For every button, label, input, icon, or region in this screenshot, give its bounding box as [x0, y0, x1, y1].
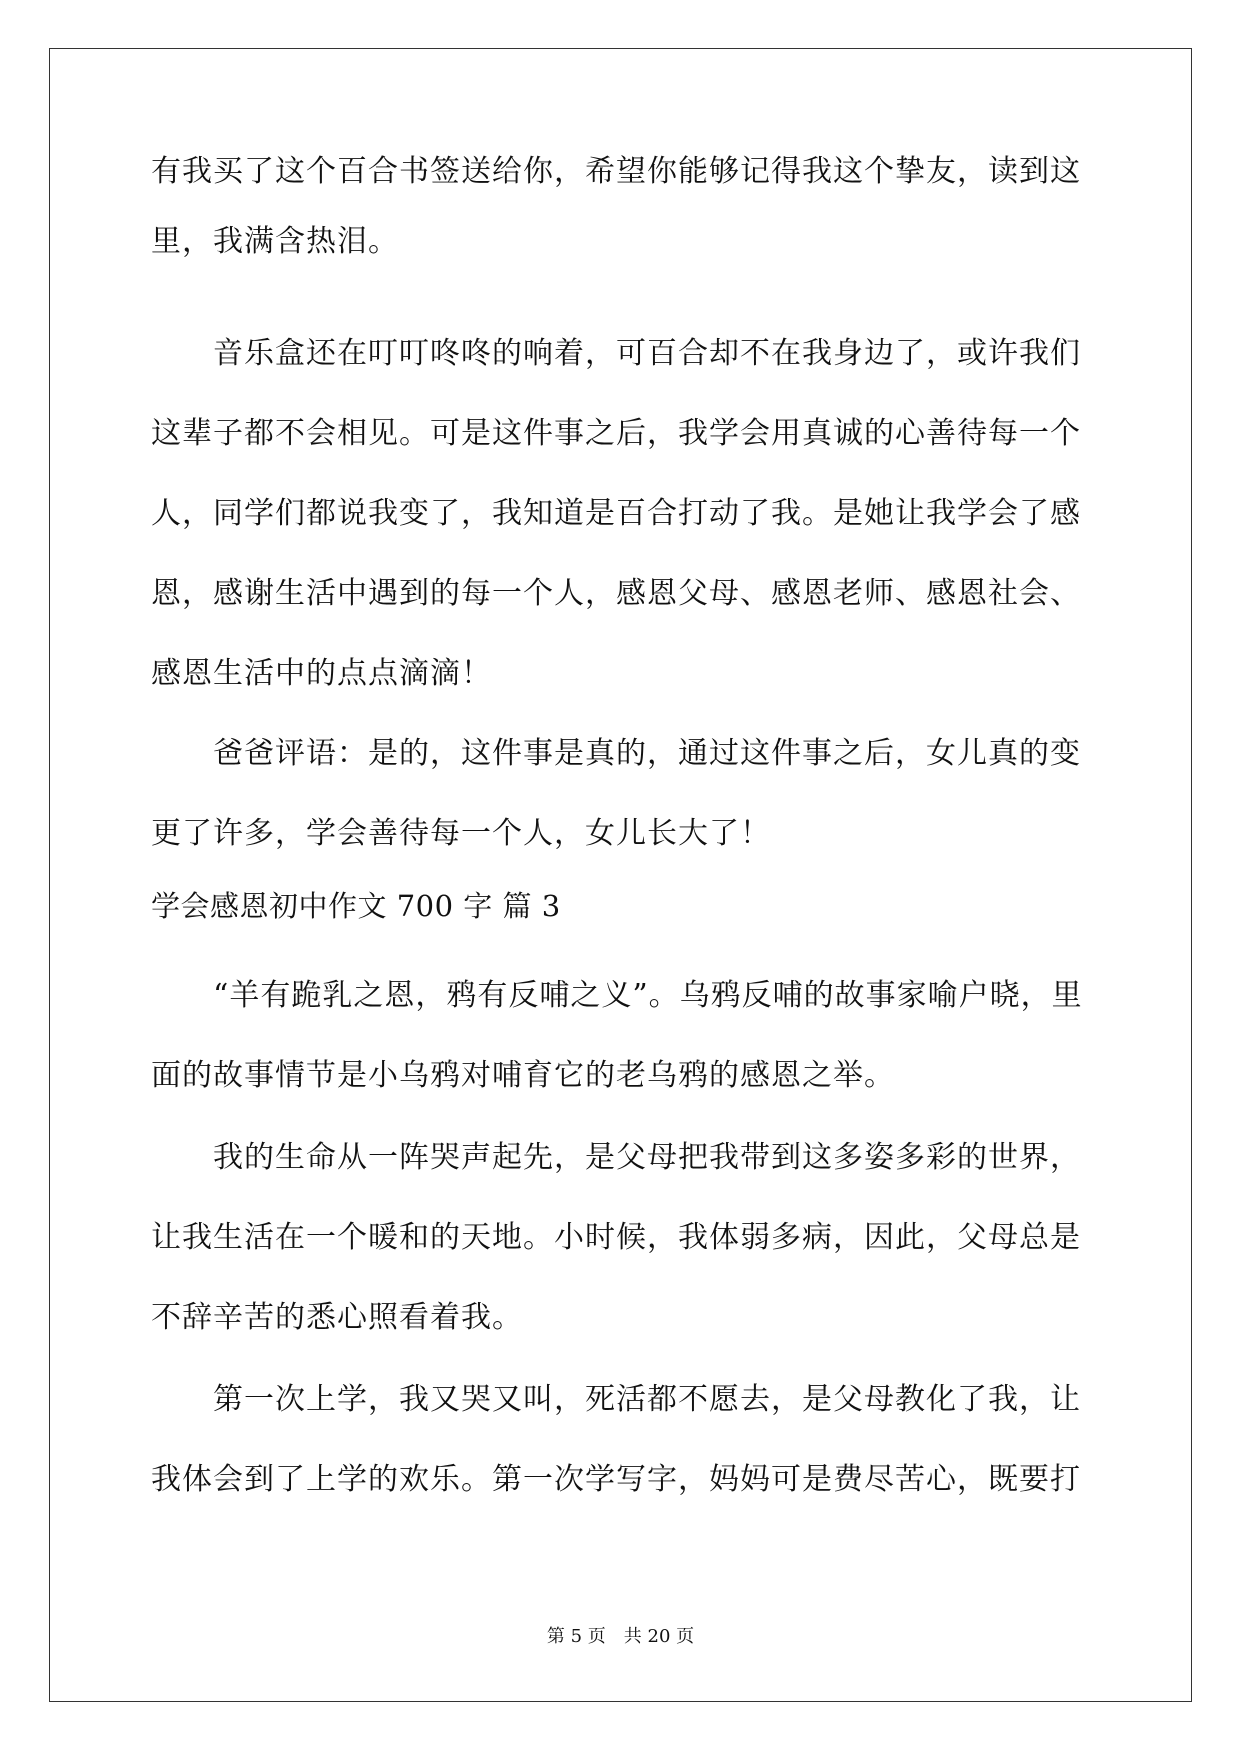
- text-line-6: 恩，感谢生活中遇到的每一个人，感恩父母、感恩老师、感恩社会、: [151, 576, 1081, 611]
- text-line-11: “羊有跪乳之恩，鸦有反哺之义”。乌鸦反哺的故事家喻户晓，里: [151, 978, 1083, 1013]
- text-line-17: 我体会到了上学的欢乐。第一次学写字，妈妈可是费尽苦心，既要打: [151, 1462, 1081, 1497]
- page-border: [49, 48, 1192, 1702]
- text-line-2: 里，我满含热泪。: [151, 224, 399, 259]
- text-line-16: 第一次上学，我又哭又叫，死活都不愿去，是父母教化了我，让: [151, 1382, 1081, 1417]
- total-pages-label: 共 20 页: [623, 1626, 695, 1647]
- text-line-12: 面的故事情节是小乌鸦对哺育它的老乌鸦的感恩之举。: [151, 1058, 895, 1093]
- text-line-8: 爸爸评语：是的，这件事是真的，通过这件事之后，女儿真的变: [151, 736, 1081, 771]
- current-page-label: 第 5 页: [546, 1626, 606, 1647]
- text-line-7: 感恩生活中的点点滴滴！: [151, 656, 492, 691]
- text-line-13: 我的生命从一阵哭声起先，是父母把我带到这多姿多彩的世界，: [151, 1140, 1081, 1175]
- page-footer: [0, 1625, 1241, 1649]
- section-heading: 学会感恩初中作文 700 字 篇 3: [151, 889, 561, 923]
- text-line-3: 音乐盒还在叮叮咚咚的响着，可百合却不在我身边了，或许我们: [151, 336, 1081, 371]
- text-line-15: 不辞辛苦的悉心照看着我。: [151, 1300, 523, 1335]
- text-line-1: 有我买了这个百合书签送给你，希望你能够记得我这个挚友，读到这: [151, 154, 1081, 189]
- text-line-4: 这辈子都不会相见。可是这件事之后，我学会用真诚的心善待每一个: [151, 416, 1081, 451]
- text-line-14: 让我生活在一个暖和的天地。小时候，我体弱多病，因此，父母总是: [151, 1220, 1081, 1255]
- text-line-9: 更了许多，学会善待每一个人，女儿长大了！: [151, 816, 771, 851]
- text-line-5: 人，同学们都说我变了，我知道是百合打动了我。是她让我学会了感: [151, 496, 1081, 531]
